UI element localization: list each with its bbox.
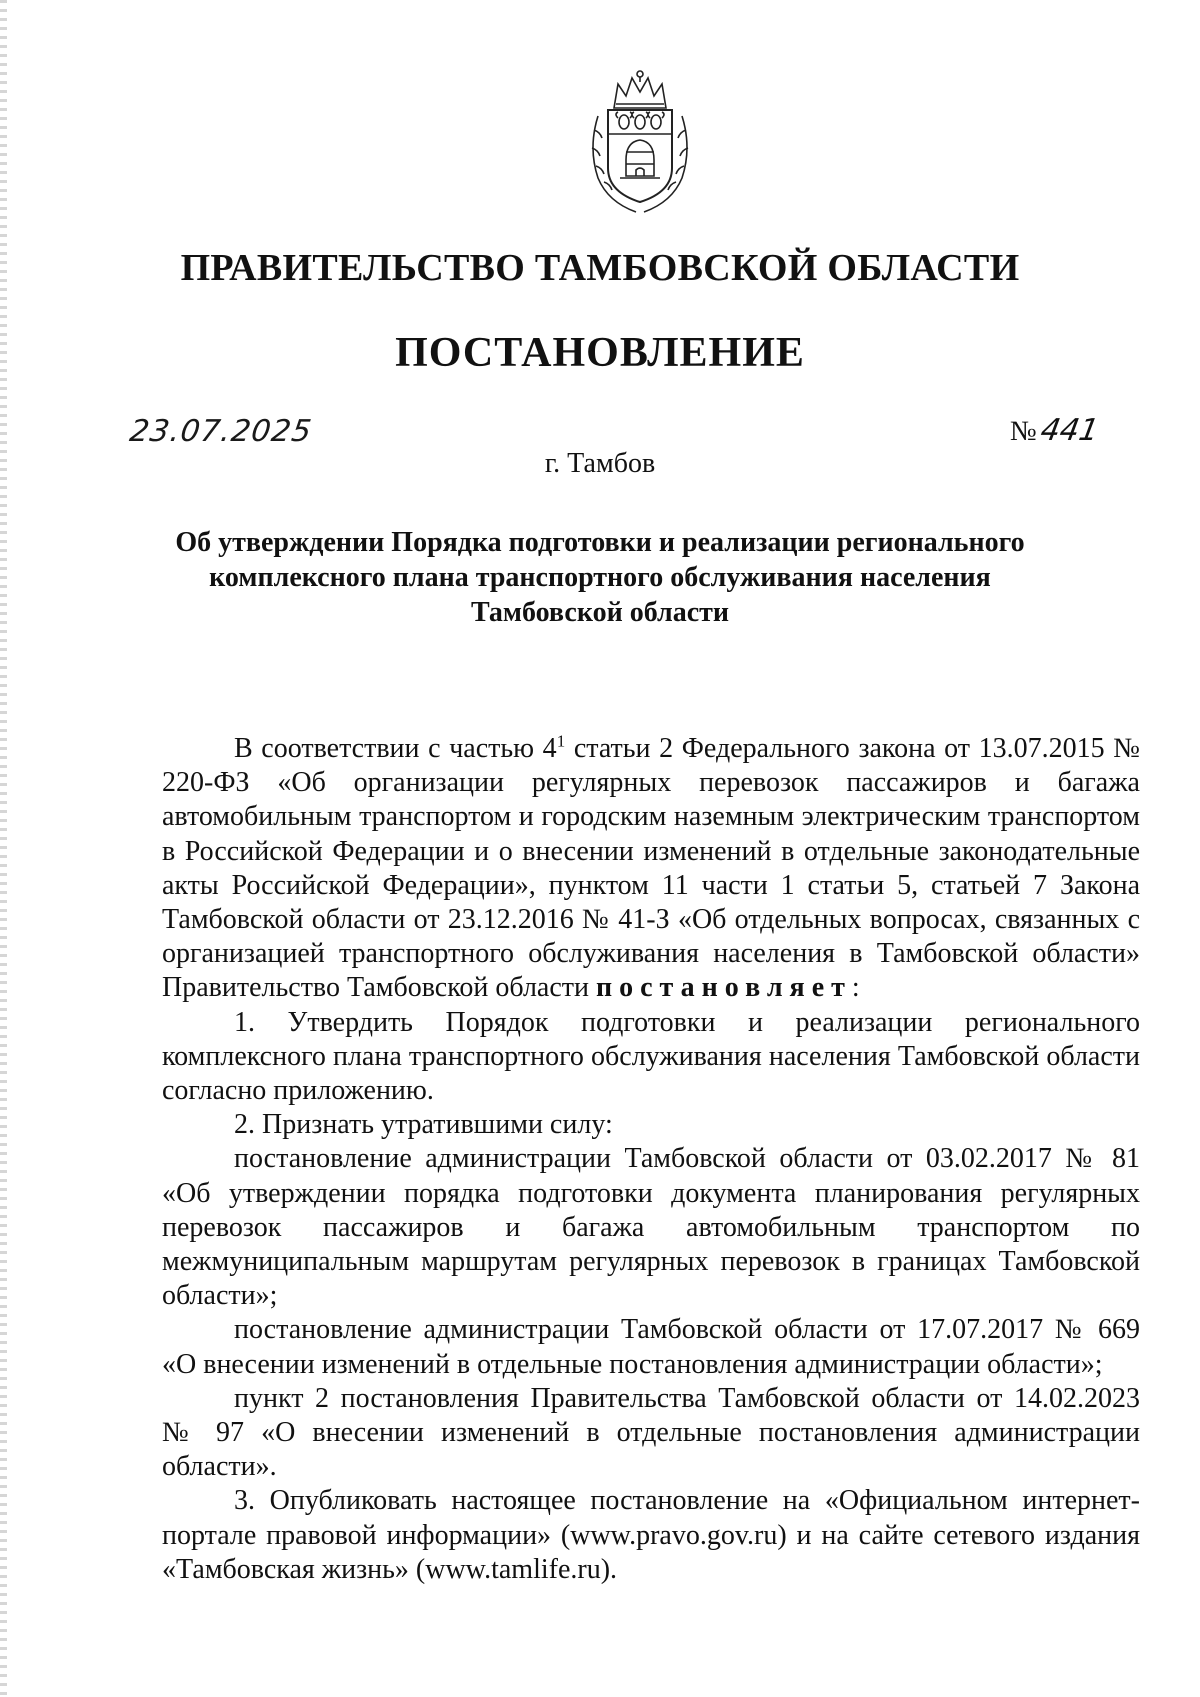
item-2: 2. Признать утратившими силу: xyxy=(234,1109,613,1141)
preamble-text-start: В соответствии с частью 4 xyxy=(234,733,557,764)
organization-title: ПРАВИТЕЛЬСТВО ТАМБОВСКОЙ ОБЛАСТИ xyxy=(180,247,1020,289)
document-body xyxy=(162,732,1140,1587)
item-2-subitem: постановление администрации Тамбовской области от 03.02.2017 № 81 «Об утверждении порядка подготовки документа планирования регулярных перевозок пассажиров и багажа автомобильным транспортом по межмуниципальным маршрутам регулярных перевозок в границах Тамбовской области»; xyxy=(162,1143,1140,1312)
superscript: 1 xyxy=(556,731,566,751)
document-heading xyxy=(160,525,1040,630)
preamble-text: статьи 2 Федерального закона от 13.07.2015 № 220-ФЗ «Об организации регулярных перевозок пассажиров и багажа автомобильным транспортом и городским наземным электрическим транспортом в Российской Федерации и о внесении изменений в отдельные законодательные акты Российской Федерации», пунктом 11 части 1 статьи 5, статьей 7 Закона Тамбовской области от 23.12.2016 № 41-З «Об отдельных вопросах, связанных с организацией транспортного обслуживания населения в Тамбовской области» Правительство Тамбовской области xyxy=(162,733,1140,1004)
item-1: 1. Утвердить Порядок подготовки и реализации регионального комплексного плана транспортного обслуживания населения Тамбовской области согласно приложению. xyxy=(162,1006,1140,1107)
decree-word: постановляет xyxy=(596,972,852,1004)
number-value: 441 xyxy=(1037,413,1102,448)
heading-line: Об утверждении Порядка подготовки и реализации регионального xyxy=(175,527,1025,558)
heading-line: комплексного плана транспортного обслуживания населения xyxy=(209,562,991,593)
place-of-issue: г. Тамбов xyxy=(544,448,656,479)
number-sign: № xyxy=(1010,416,1037,447)
item-3: 3. Опубликовать настоящее постановление на «Официальном интернет-портале правовой информации» (www.pravo.gov.ru) и на сайте сетевого издания «Тамбовская жизнь» (www.tamlife.ru). xyxy=(162,1485,1140,1585)
coat-of-arms-emblem xyxy=(584,68,696,216)
document-type: ПОСТАНОВЛЕНИЕ xyxy=(395,330,805,376)
preamble-paragraph xyxy=(162,732,1140,1006)
preamble-colon: : xyxy=(851,972,860,1004)
item-2-subitem: постановление администрации Тамбовской области от 17.07.2017 № 669 «О внесении изменений в отдельные постановления администрации области»; xyxy=(162,1314,1140,1380)
item-2-subitem: пункт 2 постановления Правительства Тамбовской области от 14.02.2023 № 97 «О внесении изменений в отдельные постановления администрации области». xyxy=(162,1382,1140,1483)
document-number xyxy=(1010,413,1102,448)
document-date: 23.07.2025 xyxy=(127,414,315,449)
heading-line: Тамбовской области xyxy=(470,597,730,628)
